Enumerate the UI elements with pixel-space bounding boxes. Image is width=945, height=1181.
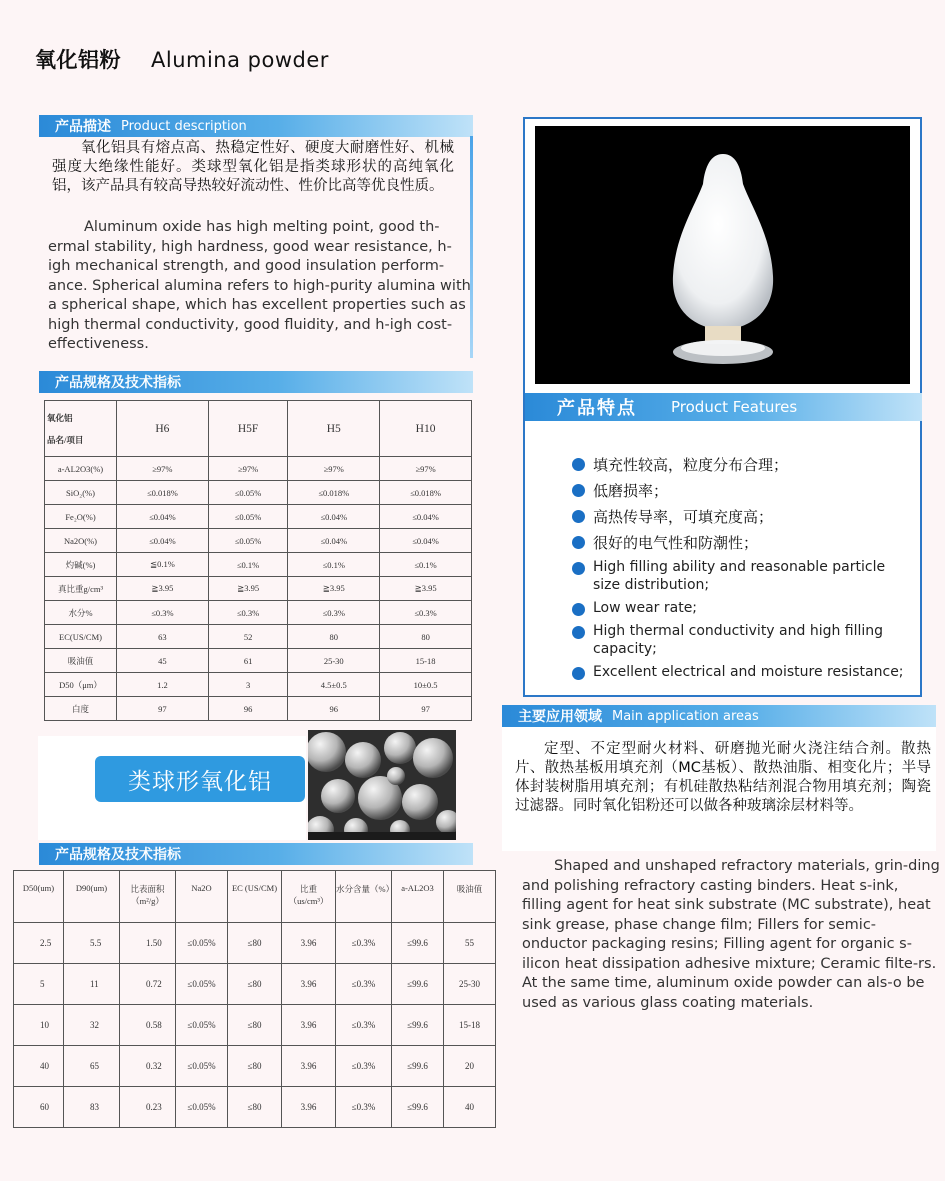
spec1-bar (39, 371, 473, 393)
feature-text: Excellent electrical and moisture resistance; (593, 664, 904, 680)
table-cell: 40 (14, 1046, 64, 1087)
table-row (45, 529, 472, 553)
table-row (45, 505, 472, 529)
table-row (45, 697, 472, 721)
spec-table-2 (13, 870, 496, 1128)
table-row (45, 625, 472, 649)
spec2-col-header: 吸油值 (444, 871, 496, 923)
spec1-col-header: H10 (380, 401, 472, 457)
table-cell: ≤0.05% (208, 505, 288, 529)
table-cell: 0.32 (120, 1046, 176, 1087)
bullet-icon (572, 603, 585, 616)
bullet-icon (572, 626, 585, 639)
spec1-row-label: D50（μm） (45, 673, 117, 697)
spec-table-1 (44, 400, 472, 721)
table-cell: 60 (14, 1087, 64, 1128)
table-cell: ≧3.95 (117, 577, 209, 601)
bullet-icon (572, 510, 585, 523)
spec1-row-label: Na2O(%) (45, 529, 117, 553)
table-cell: ≦0.1% (117, 553, 209, 577)
table-cell: ≥97% (208, 457, 288, 481)
table-cell: ≤80 (228, 1087, 282, 1128)
table-cell: 40 (444, 1087, 496, 1128)
table-cell: ≧3.95 (288, 577, 380, 601)
feature-item (572, 599, 907, 617)
table-cell: ≤0.05% (176, 1087, 228, 1128)
spec1-col-header: H5 (288, 401, 380, 457)
table-row (14, 964, 496, 1005)
feature-item (572, 663, 907, 681)
bullet-icon (572, 536, 585, 549)
feature-text: High filling ability and reasonable particle size distribution; (593, 559, 886, 593)
table-cell: ≤0.3% (288, 601, 380, 625)
table-row (45, 457, 472, 481)
table-cell: ≥97% (288, 457, 380, 481)
page-title (35, 44, 329, 74)
description-bar-cn: 产品描述 (55, 119, 111, 135)
table-row (45, 553, 472, 577)
table-row (45, 601, 472, 625)
applications-text-en: Shaped and unshaped refractory materials, grin-ding and polishing refractory casting binders. Heat s-ink, filling agent for heat sink substrate (MC substrate), heat sink grease, phase change film; Fillers for semic-onductor packaging resins; Filling agent for organic s-ilicon heat dissipation adhesive mixture; Ceramic filte-rs. At the same time, aluminum oxide powder can als-o be used as various glass coating materials. (522, 858, 940, 1011)
table-cell: 97 (117, 697, 209, 721)
table-cell: ≤0.3% (117, 601, 209, 625)
feature-item (572, 454, 907, 475)
spec1-header-row (45, 401, 472, 457)
table-row (45, 649, 472, 673)
feature-item (572, 532, 907, 553)
table-cell: 45 (117, 649, 209, 673)
bullet-icon (572, 458, 585, 471)
table-cell: ≥97% (380, 457, 472, 481)
table-cell: 20 (444, 1046, 496, 1087)
table-cell: 1.50 (120, 923, 176, 964)
table-row (45, 673, 472, 697)
table-cell: ≤0.04% (288, 529, 380, 553)
spec1-row-label: 真比重g/cm³ (45, 577, 117, 601)
table-cell: 15-18 (380, 649, 472, 673)
table-row (14, 1005, 496, 1046)
bullet-icon (572, 562, 585, 575)
feature-text: 高热传导率，可填充度高； (593, 508, 774, 526)
bullet-icon (572, 484, 585, 497)
table-cell: 1.2 (117, 673, 209, 697)
spec1-corner-header (45, 401, 117, 457)
table-cell: 3 (208, 673, 288, 697)
table-cell: 52 (208, 625, 288, 649)
spec2-header-row (14, 871, 496, 923)
applications-text-cn: 定型、不定型耐火材料、研磨抛光耐火浇注结合剂。散热片、散热基板用填充剂（MC基板）、散热油脂、相变化片；半导体封装树脂用填充剂；有机硅散热粘结剂混合物用填充剂；陶瓷过滤器。同时氧化铝粉还可以做各种玻璃涂层材料等。 (515, 741, 931, 814)
table-cell: ≤0.018% (117, 481, 209, 505)
description-bar-en: Product description (121, 118, 247, 134)
table-cell: ≤80 (228, 1046, 282, 1087)
feature-text: 低磨损率； (593, 482, 669, 500)
table-cell: 4.5±0.5 (288, 673, 380, 697)
table-cell: ≤99.6 (392, 1005, 444, 1046)
table-cell: 10 (14, 1005, 64, 1046)
table-cell: ≤80 (228, 923, 282, 964)
table-cell: ≤0.018% (380, 481, 472, 505)
spec1-row-label: a-AL2O3(%) (45, 457, 117, 481)
spec1-row-label: 水分% (45, 601, 117, 625)
table-cell: 96 (288, 697, 380, 721)
spec1-row-label: Fe₂O(%) (45, 505, 117, 529)
applications-bar-en: Main application areas (612, 708, 759, 724)
table-cell: ≤0.05% (176, 923, 228, 964)
table-cell: 96 (208, 697, 288, 721)
feature-text: Low wear rate; (593, 600, 698, 616)
table-cell: 80 (288, 625, 380, 649)
spec2-col-header: a-AL2O3 (392, 871, 444, 923)
table-cell: 3.96 (282, 923, 336, 964)
table-cell: 32 (64, 1005, 120, 1046)
spec1-row-label: 白度 (45, 697, 117, 721)
spec2-col-header: EC (US/CM) (228, 871, 282, 923)
table-cell: ≤0.3% (336, 1087, 392, 1128)
table-cell: 0.72 (120, 964, 176, 1005)
spec1-row-label: 吸油值 (45, 649, 117, 673)
table-cell: 11 (64, 964, 120, 1005)
table-row (45, 481, 472, 505)
table-cell: ≤0.04% (288, 505, 380, 529)
features-bar (525, 393, 922, 421)
features-bar-en: Product Features (671, 398, 798, 416)
table-cell: ≤0.3% (336, 923, 392, 964)
feature-text: 填充性较高，粒度分布合理； (593, 456, 789, 474)
product-photo (535, 126, 910, 384)
table-cell: 3.96 (282, 964, 336, 1005)
applications-bar-cn: 主要应用领域 (518, 709, 602, 725)
spec2-col-header: 比重 （us/cm³） (282, 871, 336, 923)
sem-particles-image (308, 730, 456, 840)
table-cell: 25-30 (288, 649, 380, 673)
table-cell: ≧3.95 (208, 577, 288, 601)
table-cell: ≤0.04% (117, 529, 209, 553)
table-cell: ≤99.6 (392, 923, 444, 964)
title-cn: 氧化铝粉 (35, 48, 121, 72)
sem-photo (308, 730, 456, 840)
table-cell: 3.96 (282, 1005, 336, 1046)
spec2-col-header: 水分含量（%） (336, 871, 392, 923)
table-cell: ≤0.018% (288, 481, 380, 505)
spec2-col-header: D90(um) (64, 871, 120, 923)
table-cell: ≥97% (117, 457, 209, 481)
spec1-row-label: EC(US/CM) (45, 625, 117, 649)
description-text-cn: 氧化铝具有熔点高、热稳定性好、硬度大耐磨性好、机械强度大绝缘性能好。类球型氧化铝是指类球形状的高纯氧化铝，该产品具有较高导热较好流动性、性价比高等优良性质。 (52, 140, 454, 194)
feature-item (572, 558, 907, 594)
spec2-col-header: 比表面积（m²/g） (120, 871, 176, 923)
feature-item (572, 480, 907, 501)
table-cell: ≤0.04% (380, 505, 472, 529)
table-cell: ≤0.3% (336, 1005, 392, 1046)
spec2-col-header: D50(um) (14, 871, 64, 923)
table-cell: 10±0.5 (380, 673, 472, 697)
table-cell: 0.58 (120, 1005, 176, 1046)
table-cell: ≤0.3% (336, 964, 392, 1005)
table-row (14, 1046, 496, 1087)
spec1-col-header: H6 (117, 401, 209, 457)
table-cell: 65 (64, 1046, 120, 1087)
table-row (45, 577, 472, 601)
table-cell: ≤0.05% (176, 1046, 228, 1087)
table-cell: 61 (208, 649, 288, 673)
table-cell: 2.5 (14, 923, 64, 964)
table-cell: 25-30 (444, 964, 496, 1005)
table-row (14, 1087, 496, 1128)
table-cell: ≤0.1% (380, 553, 472, 577)
table-cell: 3.96 (282, 1046, 336, 1087)
spec2-col-header: Na2O (176, 871, 228, 923)
spec1-col-header: H5F (208, 401, 288, 457)
applications-bar (502, 705, 936, 727)
table-cell: 97 (380, 697, 472, 721)
description-bar (39, 115, 473, 137)
table-cell: ≤99.6 (392, 1087, 444, 1128)
table-cell: ≤0.1% (208, 553, 288, 577)
table-cell: ≤80 (228, 1005, 282, 1046)
spec2-bar (39, 843, 473, 865)
features-list (572, 454, 907, 686)
table-cell: 80 (380, 625, 472, 649)
description-text-en: Aluminum oxide has high melting point, good th-ermal stability, high hardness, good wear resistance, h-igh mechanical strength, and good insulation perform-ance. Spherical alumina refers to high-purity alumina with a spherical shape, which has excellent properties such as high thermal conductivity, good fluidity, and h-igh cost-effectiveness. (48, 219, 471, 352)
table-cell: ≤0.3% (208, 601, 288, 625)
table-cell: 5.5 (64, 923, 120, 964)
table-cell: ≧3.95 (380, 577, 472, 601)
table-cell: 5 (14, 964, 64, 1005)
table-cell: ≤0.05% (176, 1005, 228, 1046)
table-cell: ≤0.05% (208, 529, 288, 553)
table-cell: 15-18 (444, 1005, 496, 1046)
table-cell: ≤0.04% (380, 529, 472, 553)
feature-item (572, 622, 907, 658)
table-cell: ≤0.3% (380, 601, 472, 625)
spec1-header-top: 氧化铝 (47, 412, 73, 423)
spec1-row-label: 灼碱(%) (45, 553, 117, 577)
table-cell: ≤99.6 (392, 964, 444, 1005)
title-en: Alumina powder (151, 48, 329, 72)
table-cell: 63 (117, 625, 209, 649)
table-cell: ≤0.05% (176, 964, 228, 1005)
feature-text: High thermal conductivity and high filling capacity; (593, 623, 884, 657)
bullet-icon (572, 667, 585, 680)
spec1-bar-cn: 产品规格及技术指标 (55, 375, 181, 391)
feature-text: 很好的电气性和防潮性； (593, 534, 759, 552)
table-cell: ≤80 (228, 964, 282, 1005)
table-cell: 3.96 (282, 1087, 336, 1128)
alumina-flask-image (535, 126, 910, 384)
table-cell: ≤0.05% (208, 481, 288, 505)
feature-item (572, 506, 907, 527)
table-cell: 0.23 (120, 1087, 176, 1128)
table-cell: 55 (444, 923, 496, 964)
features-bar-cn: 产品特点 (557, 398, 637, 419)
table-cell: ≤99.6 (392, 1046, 444, 1087)
spec2-bar-cn: 产品规格及技术指标 (55, 847, 181, 863)
table-cell: 83 (64, 1087, 120, 1128)
spec1-row-label: SiO₂(%) (45, 481, 117, 505)
table-row (14, 923, 496, 964)
table-cell: ≤0.3% (336, 1046, 392, 1087)
table-cell: ≤0.1% (288, 553, 380, 577)
spherical-alumina-badge: 类球形氧化铝 (95, 756, 305, 802)
table-cell: ≤0.04% (117, 505, 209, 529)
spec1-header-bottom: 品名/项目 (47, 434, 84, 445)
